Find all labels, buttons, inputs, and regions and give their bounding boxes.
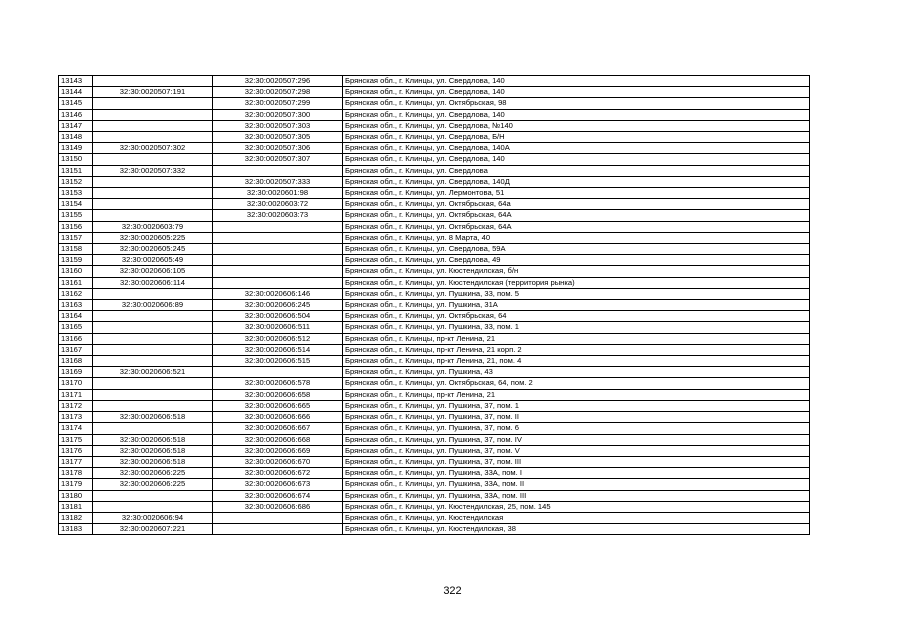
- table-row: [59, 479, 810, 490]
- land-cadastral-number-cell: [93, 311, 213, 322]
- address-cell: Брянская обл., г. Клинцы, ул. Пушкина, 33А, пом. II: [343, 479, 810, 490]
- table-row: [59, 221, 810, 232]
- building-cadastral-number-cell: 32:30:0020507:299: [213, 98, 343, 109]
- building-cadastral-number-cell: 32:30:0020606:672: [213, 468, 343, 479]
- address-cell: Брянская обл., г. Клинцы, пр-кт Ленина, 21 корп. 2: [343, 344, 810, 355]
- land-cadastral-number-cell: 32:30:0020605:245: [93, 244, 213, 255]
- table-row: [59, 255, 810, 266]
- table-row: [59, 109, 810, 120]
- table-row: [59, 266, 810, 277]
- table-row: [59, 501, 810, 512]
- building-cadastral-number-cell: 32:30:0020606:504: [213, 311, 343, 322]
- land-cadastral-number-cell: 32:30:0020606:518: [93, 412, 213, 423]
- table-row: [59, 132, 810, 143]
- table-row: [59, 490, 810, 501]
- building-cadastral-number-cell: 32:30:0020507:300: [213, 109, 343, 120]
- row-number-cell: 13176: [59, 445, 93, 456]
- address-cell: Брянская обл., г. Клинцы, ул. Пушкина, 33, пом. 5: [343, 288, 810, 299]
- table-row: [59, 98, 810, 109]
- table-row: [59, 277, 810, 288]
- address-cell: Брянская обл., г. Клинцы, ул. Кюстендилская (территория рынка): [343, 277, 810, 288]
- land-cadastral-number-cell: [93, 389, 213, 400]
- page-number: 322: [443, 585, 462, 597]
- table-row: [59, 389, 810, 400]
- building-cadastral-number-cell: 32:30:0020603:72: [213, 199, 343, 210]
- table-row: [59, 300, 810, 311]
- land-cadastral-number-cell: [93, 356, 213, 367]
- address-cell: Брянская обл., г. Клинцы, ул. Кюстендилская: [343, 512, 810, 523]
- table-row: [59, 367, 810, 378]
- row-number-cell: 13151: [59, 165, 93, 176]
- land-cadastral-number-cell: [93, 501, 213, 512]
- table-row: [59, 412, 810, 423]
- land-cadastral-number-cell: 32:30:0020606:225: [93, 479, 213, 490]
- row-number-cell: 13161: [59, 277, 93, 288]
- table-row: [59, 456, 810, 467]
- address-cell: Брянская обл., г. Клинцы, ул. Пушкина, 37, пом. II: [343, 412, 810, 423]
- row-number-cell: 13157: [59, 232, 93, 243]
- address-cell: Брянская обл., г. Клинцы, ул. Свердлова, 140: [343, 76, 810, 87]
- building-cadastral-number-cell: 32:30:0020606:686: [213, 501, 343, 512]
- building-cadastral-number-cell: 32:30:0020601:98: [213, 188, 343, 199]
- row-number-cell: 13146: [59, 109, 93, 120]
- address-cell: Брянская обл., г. Клинцы, ул. Свердлова, 140Д: [343, 176, 810, 187]
- address-cell: Брянская обл., г. Клинцы, ул. Октябрьская, 64А: [343, 210, 810, 221]
- address-cell: Брянская обл., г. Клинцы, ул. Пушкина, 33А, пом. I: [343, 468, 810, 479]
- land-cadastral-number-cell: [93, 288, 213, 299]
- land-cadastral-number-cell: [93, 400, 213, 411]
- row-number-cell: 13168: [59, 356, 93, 367]
- registry-table-body: [59, 76, 810, 535]
- row-number-cell: 13183: [59, 524, 93, 535]
- address-cell: Брянская обл., г. Клинцы, ул. Кюстендилская, 38: [343, 524, 810, 535]
- land-cadastral-number-cell: [93, 378, 213, 389]
- land-cadastral-number-cell: [93, 490, 213, 501]
- building-cadastral-number-cell: [213, 367, 343, 378]
- land-cadastral-number-cell: [93, 98, 213, 109]
- table-row: [59, 87, 810, 98]
- row-number-cell: 13152: [59, 176, 93, 187]
- table-row: [59, 524, 810, 535]
- land-cadastral-number-cell: 32:30:0020507:191: [93, 87, 213, 98]
- row-number-cell: 13162: [59, 288, 93, 299]
- table-row: [59, 199, 810, 210]
- building-cadastral-number-cell: 32:30:0020606:673: [213, 479, 343, 490]
- row-number-cell: 13145: [59, 98, 93, 109]
- table-row: [59, 165, 810, 176]
- table-row: [59, 445, 810, 456]
- table-row: [59, 434, 810, 445]
- building-cadastral-number-cell: [213, 244, 343, 255]
- land-cadastral-number-cell: 32:30:0020606:89: [93, 300, 213, 311]
- land-cadastral-number-cell: 32:30:0020606:114: [93, 277, 213, 288]
- land-cadastral-number-cell: [93, 344, 213, 355]
- land-cadastral-number-cell: [93, 132, 213, 143]
- row-number-cell: 13149: [59, 143, 93, 154]
- table-row: [59, 244, 810, 255]
- address-cell: Брянская обл., г. Клинцы, ул. Свердлова, 59А: [343, 244, 810, 255]
- land-cadastral-number-cell: 32:30:0020606:225: [93, 468, 213, 479]
- building-cadastral-number-cell: 32:30:0020507:305: [213, 132, 343, 143]
- row-number-cell: 13159: [59, 255, 93, 266]
- address-cell: Брянская обл., г. Клинцы, ул. Свердлова, 140А: [343, 143, 810, 154]
- address-cell: Брянская обл., г. Клинцы, пр-кт Ленина, 21: [343, 333, 810, 344]
- land-cadastral-number-cell: [93, 76, 213, 87]
- building-cadastral-number-cell: 32:30:0020603:73: [213, 210, 343, 221]
- row-number-cell: 13181: [59, 501, 93, 512]
- table-row: [59, 378, 810, 389]
- building-cadastral-number-cell: [213, 277, 343, 288]
- building-cadastral-number-cell: 32:30:0020606:667: [213, 423, 343, 434]
- table-row: [59, 400, 810, 411]
- address-cell: Брянская обл., г. Клинцы, ул. Свердлова, 140: [343, 154, 810, 165]
- building-cadastral-number-cell: 32:30:0020507:307: [213, 154, 343, 165]
- row-number-cell: 13174: [59, 423, 93, 434]
- row-number-cell: 13177: [59, 456, 93, 467]
- address-cell: Брянская обл., г. Клинцы, ул. Пушкина, 37, пом. 6: [343, 423, 810, 434]
- table-row: [59, 333, 810, 344]
- land-cadastral-number-cell: [93, 423, 213, 434]
- table-row: [59, 468, 810, 479]
- address-cell: Брянская обл., г. Клинцы, ул. Пушкина, 43: [343, 367, 810, 378]
- building-cadastral-number-cell: 32:30:0020606:668: [213, 434, 343, 445]
- land-cadastral-number-cell: 32:30:0020605:49: [93, 255, 213, 266]
- building-cadastral-number-cell: 32:30:0020606:578: [213, 378, 343, 389]
- row-number-cell: 13167: [59, 344, 93, 355]
- building-cadastral-number-cell: 32:30:0020507:303: [213, 120, 343, 131]
- row-number-cell: 13166: [59, 333, 93, 344]
- building-cadastral-number-cell: [213, 255, 343, 266]
- building-cadastral-number-cell: 32:30:0020507:306: [213, 143, 343, 154]
- row-number-cell: 13171: [59, 389, 93, 400]
- address-cell: Брянская обл., г. Клинцы, ул. Пушкина, 31А: [343, 300, 810, 311]
- row-number-cell: 13179: [59, 479, 93, 490]
- table-row: [59, 210, 810, 221]
- building-cadastral-number-cell: 32:30:0020606:658: [213, 389, 343, 400]
- row-number-cell: 13160: [59, 266, 93, 277]
- building-cadastral-number-cell: 32:30:0020606:146: [213, 288, 343, 299]
- address-cell: Брянская обл., г. Клинцы, пр-кт Ленина, 21, пом. 4: [343, 356, 810, 367]
- land-cadastral-number-cell: 32:30:0020507:302: [93, 143, 213, 154]
- address-cell: Брянская обл., г. Клинцы, ул. Кюстендилская, б/н: [343, 266, 810, 277]
- row-number-cell: 13165: [59, 322, 93, 333]
- building-cadastral-number-cell: [213, 524, 343, 535]
- building-cadastral-number-cell: 32:30:0020606:665: [213, 400, 343, 411]
- building-cadastral-number-cell: [213, 232, 343, 243]
- row-number-cell: 13180: [59, 490, 93, 501]
- address-cell: Брянская обл., г. Клинцы, ул. Пушкина, 37, пом. 1: [343, 400, 810, 411]
- address-cell: Брянская обл., г. Клинцы, ул. Свердлова, 140: [343, 87, 810, 98]
- land-cadastral-number-cell: [93, 333, 213, 344]
- address-cell: Брянская обл., г. Клинцы, ул. Свердлова, №140: [343, 120, 810, 131]
- table-row: [59, 288, 810, 299]
- land-cadastral-number-cell: [93, 188, 213, 199]
- row-number-cell: 13150: [59, 154, 93, 165]
- table-row: [59, 154, 810, 165]
- building-cadastral-number-cell: 32:30:0020606:514: [213, 344, 343, 355]
- table-row: [59, 322, 810, 333]
- building-cadastral-number-cell: 32:30:0020606:515: [213, 356, 343, 367]
- address-cell: Брянская обл., г. Клинцы, ул. Пушкина, 37, пом. IV: [343, 434, 810, 445]
- address-cell: Брянская обл., г. Клинцы, ул. Октябрьская, 64А: [343, 221, 810, 232]
- address-cell: Брянская обл., г. Клинцы, ул. Пушкина, 37, пом. V: [343, 445, 810, 456]
- row-number-cell: 13172: [59, 400, 93, 411]
- address-cell: Брянская обл., г. Клинцы, ул. Пушкина, 33, пом. 1: [343, 322, 810, 333]
- land-cadastral-number-cell: [93, 199, 213, 210]
- land-cadastral-number-cell: 32:30:0020606:94: [93, 512, 213, 523]
- row-number-cell: 13153: [59, 188, 93, 199]
- building-cadastral-number-cell: [213, 221, 343, 232]
- table-row: [59, 188, 810, 199]
- land-cadastral-number-cell: [93, 210, 213, 221]
- building-cadastral-number-cell: 32:30:0020507:333: [213, 176, 343, 187]
- building-cadastral-number-cell: 32:30:0020606:245: [213, 300, 343, 311]
- row-number-cell: 13154: [59, 199, 93, 210]
- address-cell: Брянская обл., г. Клинцы, ул. Октябрьская, 64: [343, 311, 810, 322]
- building-cadastral-number-cell: 32:30:0020507:296: [213, 76, 343, 87]
- table-row: [59, 176, 810, 187]
- land-cadastral-number-cell: [93, 154, 213, 165]
- land-cadastral-number-cell: 32:30:0020507:332: [93, 165, 213, 176]
- table-row: [59, 232, 810, 243]
- table-row: [59, 120, 810, 131]
- row-number-cell: 13147: [59, 120, 93, 131]
- address-cell: Брянская обл., г. Клинцы, ул. Октябрьская, 64а: [343, 199, 810, 210]
- land-cadastral-number-cell: 32:30:0020606:518: [93, 445, 213, 456]
- row-number-cell: 13178: [59, 468, 93, 479]
- address-cell: Брянская обл., г. Клинцы, ул. Пушкина, 37, пом. III: [343, 456, 810, 467]
- registry-table: [58, 75, 810, 535]
- building-cadastral-number-cell: [213, 165, 343, 176]
- address-cell: Брянская обл., г. Клинцы, ул. 8 Марта, 40: [343, 232, 810, 243]
- building-cadastral-number-cell: [213, 512, 343, 523]
- land-cadastral-number-cell: [93, 322, 213, 333]
- table-row: [59, 512, 810, 523]
- row-number-cell: 13148: [59, 132, 93, 143]
- address-cell: Брянская обл., г. Клинцы, ул. Октябрьская, 64, пом. 2: [343, 378, 810, 389]
- land-cadastral-number-cell: 32:30:0020606:105: [93, 266, 213, 277]
- address-cell: Брянская обл., г. Клинцы, ул. Пушкина, 33А, пом. III: [343, 490, 810, 501]
- row-number-cell: 13173: [59, 412, 93, 423]
- row-number-cell: 13143: [59, 76, 93, 87]
- table-row: [59, 423, 810, 434]
- building-cadastral-number-cell: 32:30:0020507:298: [213, 87, 343, 98]
- row-number-cell: 13175: [59, 434, 93, 445]
- row-number-cell: 13182: [59, 512, 93, 523]
- row-number-cell: 13164: [59, 311, 93, 322]
- table-row: [59, 344, 810, 355]
- land-cadastral-number-cell: [93, 120, 213, 131]
- row-number-cell: 13163: [59, 300, 93, 311]
- address-cell: Брянская обл., г. Клинцы, ул. Свердлова, Б/Н: [343, 132, 810, 143]
- row-number-cell: 13144: [59, 87, 93, 98]
- building-cadastral-number-cell: 32:30:0020606:666: [213, 412, 343, 423]
- land-cadastral-number-cell: 32:30:0020606:518: [93, 434, 213, 445]
- land-cadastral-number-cell: 32:30:0020603:79: [93, 221, 213, 232]
- row-number-cell: 13158: [59, 244, 93, 255]
- table-row: [59, 356, 810, 367]
- building-cadastral-number-cell: 32:30:0020606:669: [213, 445, 343, 456]
- row-number-cell: 13169: [59, 367, 93, 378]
- building-cadastral-number-cell: 32:30:0020606:512: [213, 333, 343, 344]
- address-cell: Брянская обл., г. Клинцы, ул. Лермонтова, 51: [343, 188, 810, 199]
- land-cadastral-number-cell: 32:30:0020605:225: [93, 232, 213, 243]
- building-cadastral-number-cell: 32:30:0020606:511: [213, 322, 343, 333]
- land-cadastral-number-cell: 32:30:0020607:221: [93, 524, 213, 535]
- building-cadastral-number-cell: [213, 266, 343, 277]
- row-number-cell: 13170: [59, 378, 93, 389]
- address-cell: Брянская обл., г. Клинцы, ул. Октябрьская, 98: [343, 98, 810, 109]
- land-cadastral-number-cell: [93, 176, 213, 187]
- land-cadastral-number-cell: 32:30:0020606:521: [93, 367, 213, 378]
- building-cadastral-number-cell: 32:30:0020606:674: [213, 490, 343, 501]
- row-number-cell: 13155: [59, 210, 93, 221]
- land-cadastral-number-cell: 32:30:0020606:518: [93, 456, 213, 467]
- address-cell: Брянская обл., г. Клинцы, пр-кт Ленина, 21: [343, 389, 810, 400]
- address-cell: Брянская обл., г. Клинцы, ул. Свердлова: [343, 165, 810, 176]
- address-cell: Брянская обл., г. Клинцы, ул. Кюстендилская, 25, пом. 145: [343, 501, 810, 512]
- address-cell: Брянская обл., г. Клинцы, ул. Свердлова, 140: [343, 109, 810, 120]
- table-row: [59, 76, 810, 87]
- table-row: [59, 143, 810, 154]
- row-number-cell: 13156: [59, 221, 93, 232]
- address-cell: Брянская обл., г. Клинцы, ул. Свердлова, 49: [343, 255, 810, 266]
- building-cadastral-number-cell: 32:30:0020606:670: [213, 456, 343, 467]
- table-row: [59, 311, 810, 322]
- land-cadastral-number-cell: [93, 109, 213, 120]
